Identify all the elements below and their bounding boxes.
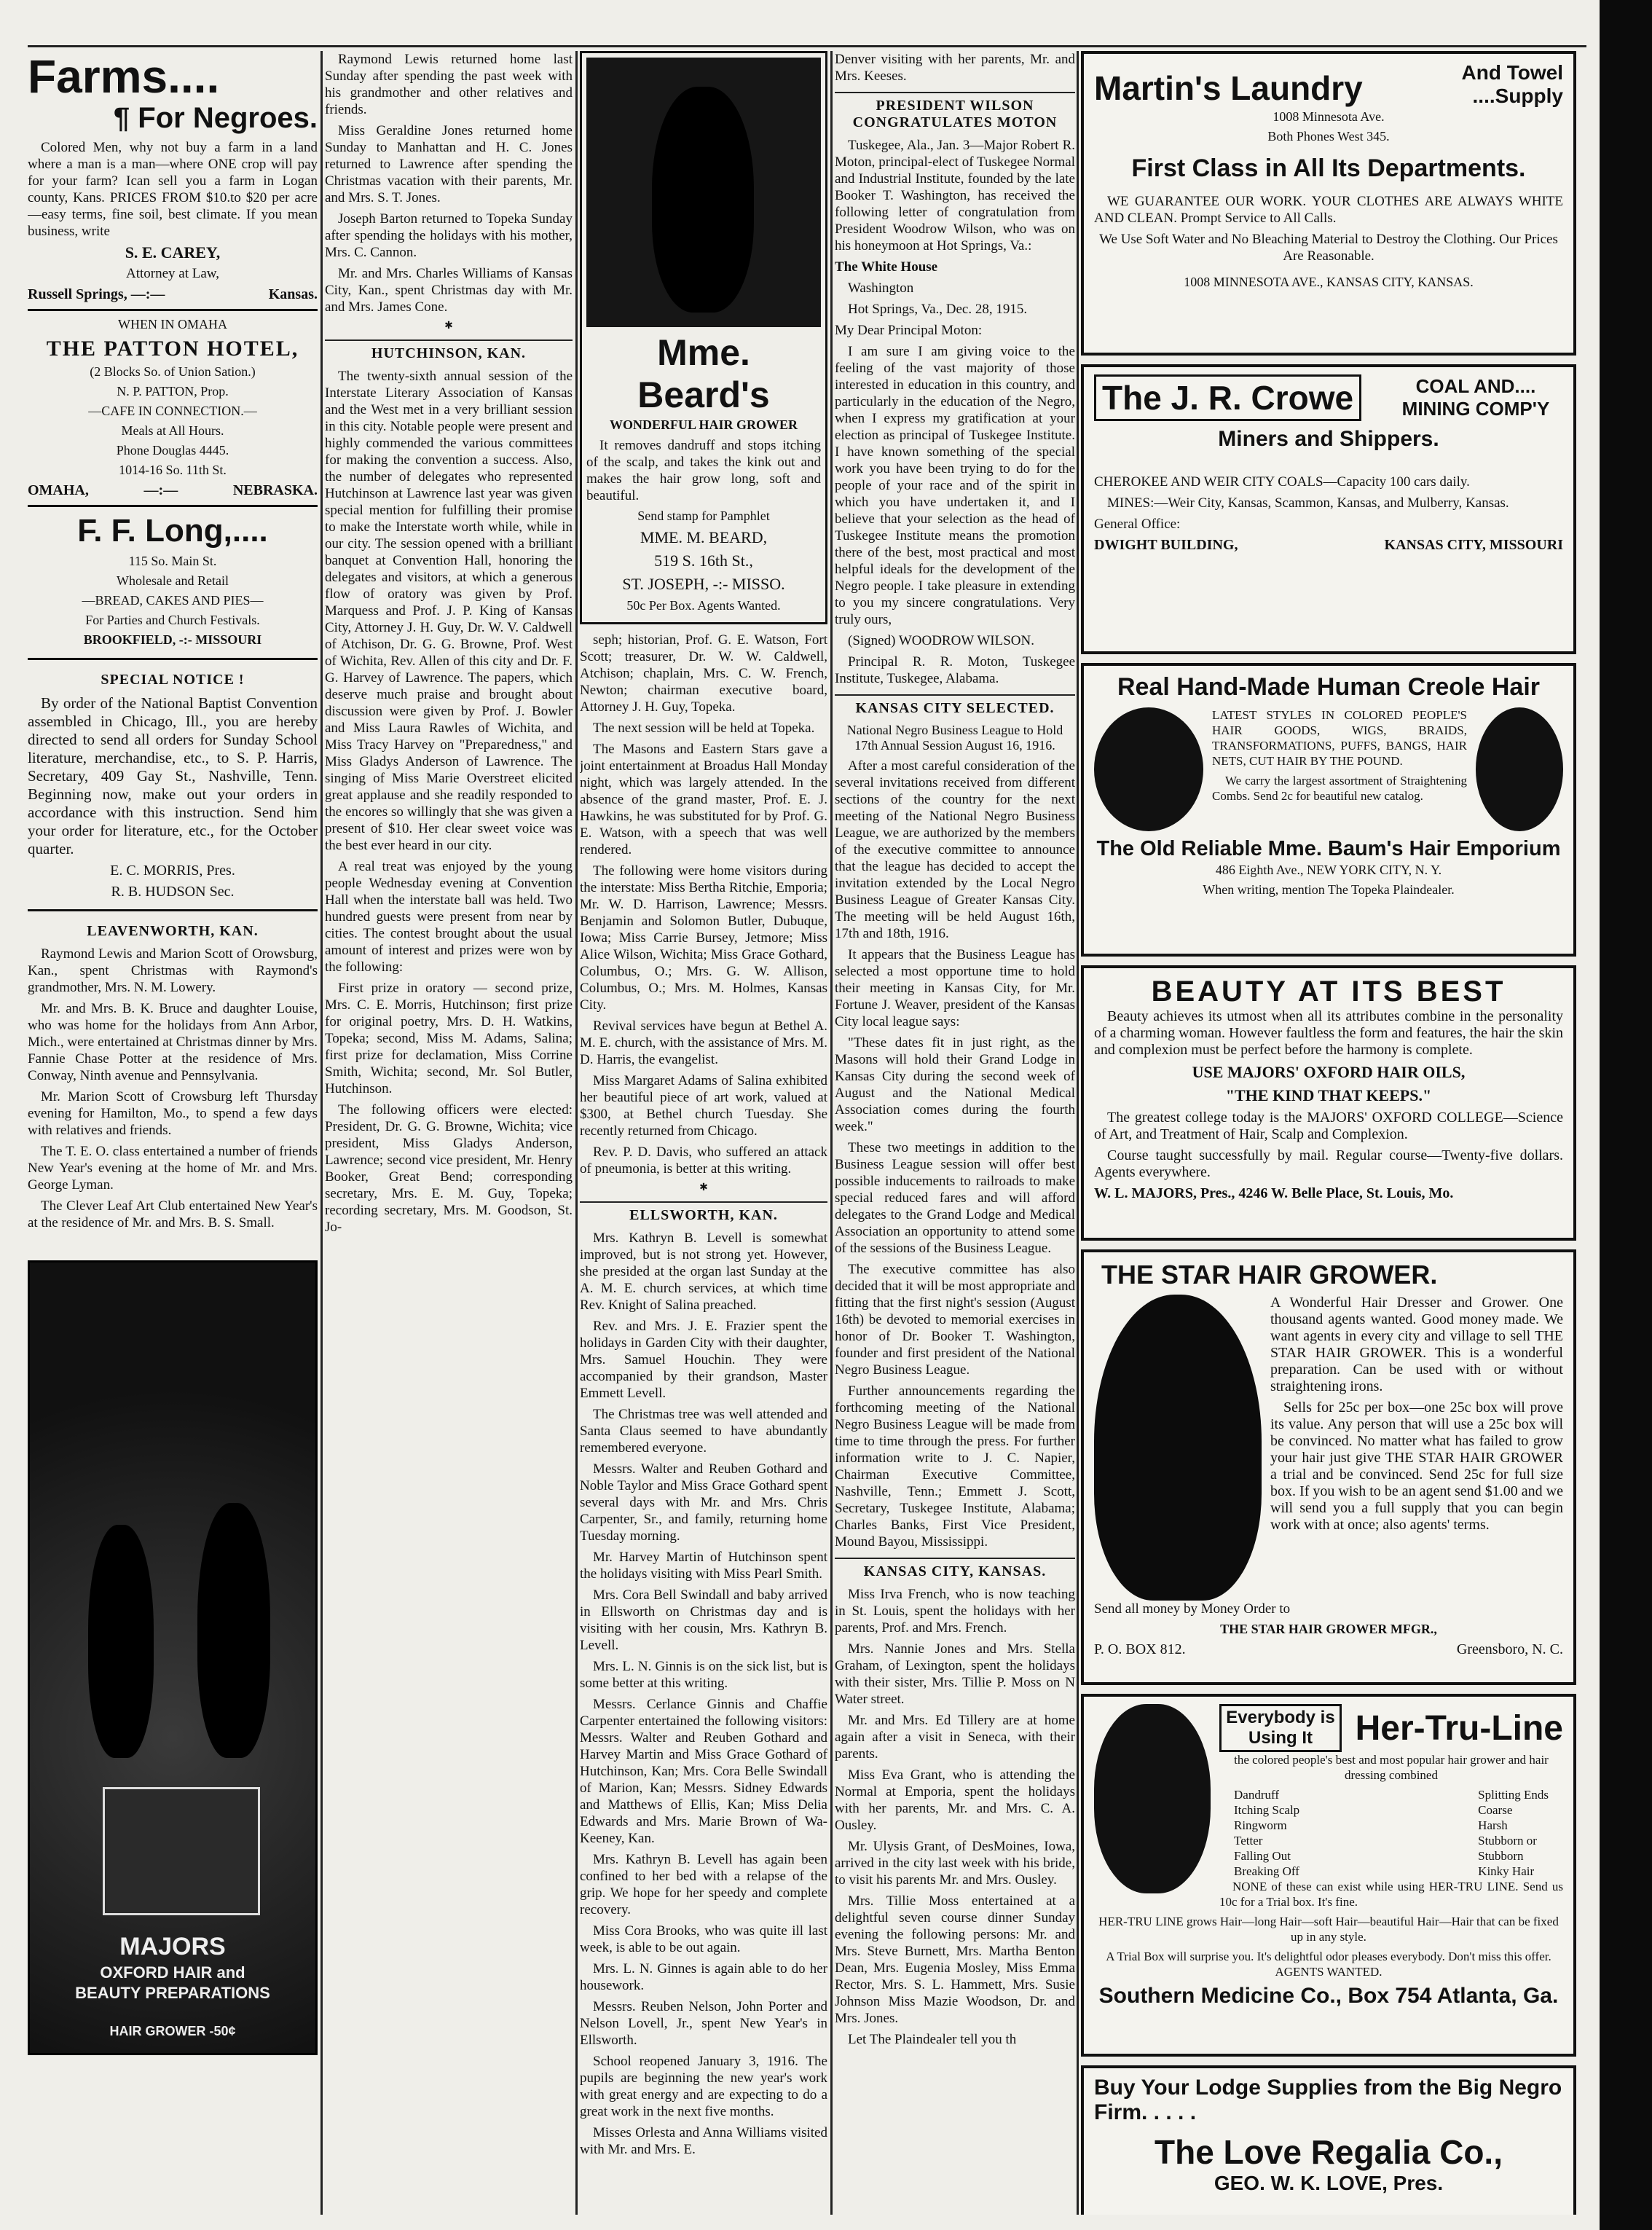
farms-place-left: Russell Springs, —:— bbox=[28, 286, 165, 302]
long-title: F. F. Long,.... bbox=[77, 513, 268, 549]
beard-portrait bbox=[586, 58, 821, 327]
figure-silhouette bbox=[88, 1525, 154, 1758]
column-3 bbox=[580, 51, 827, 2215]
beauty-line: "THE KIND THAT KEEPS." bbox=[1225, 1086, 1432, 1104]
creole-big: The Old Reliable Mme. Baum's Hair Emporium bbox=[1096, 837, 1561, 860]
news-paragraph: Miss Eva Grant, who is attending the Normal at Emporia, spent the holidays with her parents, Mr. and Mrs. C. A. Ousley. bbox=[835, 1767, 1075, 1833]
news-paragraph: A real treat was enjoyed by the young people Wednesday evening at Convention Hall when the interstate ball was held. Two hundred guests were present from near by cities. The contest brought about the usual amount of interest and prizes were won by the following: bbox=[325, 859, 573, 975]
patton-heading: WHEN IN OMAHA bbox=[118, 317, 227, 331]
hertru-sub: the colored people's best and most popular hair grower and hair dressing combined bbox=[1234, 1753, 1549, 1782]
news-paragraph: Joseph Barton returned to Topeka Sunday after spending the holidays with his mother, Mrs. C. Cannon. bbox=[325, 211, 573, 260]
star-silhouette-image bbox=[1094, 1295, 1262, 1601]
section-title: KANSAS CITY, KANSAS. bbox=[835, 1558, 1075, 1580]
section-title: PRESIDENT WILSON CONGRATULATES MOTON bbox=[835, 92, 1075, 131]
news-paragraph: Mrs. Cora Bell Swindall and baby arrived in Ellsworth on Christmas day and is visiting with her cousin, Mrs. Kathryn B. Levell. bbox=[580, 1587, 827, 1653]
crowe-line: MINES:—Weir City, Kansas, Scammon, Kansas, and Mulberry, Kansas. bbox=[1107, 495, 1509, 511]
news-paragraph: The executive committee has also decided that it will be most appropriate and fitting that the first night's session (August 16th) be devoted to memorial exercises in honor of Dr. Booker T. Washington, founder and first president of the National Negro Business League. bbox=[835, 1262, 1075, 1378]
news-paragraph: The Clever Leaf Art Club entertained New Year's at the residence of Mr. and Mrs. B. S. Small. bbox=[28, 1198, 318, 1230]
patton-ad bbox=[28, 317, 318, 507]
top-rule bbox=[28, 45, 1586, 47]
letter-line: Washington bbox=[848, 280, 914, 296]
hertru-list-item: Dandruff bbox=[1234, 1788, 1279, 1802]
news-paragraph: Messrs. Reuben Nelson, John Porter and Nelson Lovell, Jr., spent New Year's in Ellsworth. bbox=[580, 1999, 827, 2048]
separator: ✱ bbox=[699, 1182, 708, 1193]
hertru-small: Everybody is Using It bbox=[1219, 1704, 1342, 1752]
hertru-list-item: Kinky Hair bbox=[1478, 1864, 1535, 1878]
farms-place-right: Kansas. bbox=[268, 286, 318, 302]
hertru-list-item: Coarse bbox=[1478, 1803, 1513, 1817]
crowe-line: DWIGHT BUILDING, bbox=[1094, 537, 1238, 553]
news-paragraph: Mr. and Mrs. Charles Williams of Kansas City, Kan., spent Christmas day with Mr. and Mrs. James Cone. bbox=[325, 266, 573, 315]
hertru-list-item: Splitting Ends bbox=[1478, 1788, 1549, 1802]
letter-line: Hot Springs, Va., Dec. 28, 1915. bbox=[848, 302, 1028, 317]
notice-body: By order of the National Baptist Convention assembled in Chicago, Ill., you are hereby directed to send all orders for Sunday School literature, merchandise, etc., to S. P. Harris, Secretary, 409 Gay St., Nashville, Tenn. Beginning now, make out your orders in accordance with this instruction. Send him your order for literature, etc., for the October quarter. bbox=[28, 694, 318, 857]
beard-subtitle: WONDERFUL HAIR GROWER bbox=[609, 417, 798, 432]
hair-portrait-image bbox=[1094, 707, 1203, 831]
star-line: THE STAR HAIR GROWER MFGR., bbox=[1220, 1622, 1437, 1636]
beard-body: It removes dandruff and stops itching of the scalp, and takes the kink out and makes the hair grow long, soft and beautiful. bbox=[586, 438, 821, 503]
patton-line: N. P. PATTON, Prop. bbox=[117, 384, 229, 399]
news-paragraph: Miss Geraldine Jones returned home Sunday to Manhattan and H. C. Jones returned to Lawrence after spending the Christmas vacation with their parents, Mr. and Mrs. S. T. Jones. bbox=[325, 123, 573, 205]
news-paragraph: The following were home visitors during the interstate: Miss Bertha Ritchie, Emporia; Mr. W. D. Harrison, Lawrence; Messrs. Benjamin and Solomon Butler, Dubuque, Iowa; Miss Carrie Bursey, Jetmore; Miss Alice Wilson, Wichita; Miss Grace Gothard, Columbus, O.; Mrs. G. W. Allison, Columbus, O.; Mrs. M. Holmes, Kansas City. bbox=[580, 863, 827, 1013]
news-paragraph: The twenty-sixth annual session of the Interstate Literary Association of Kansas and the West met in a very brilliant session in this city. Notable people were present and highly commended the various committees for making the convention a success. Also, the number of delegates who represented Hutchinson at Lawrence last year was given special mention for fulfilling their promise to make the Interstate worth while, while in our city. The session opened with a brilliant banquet at Convention Hall, honoring the delegates and visitors, at which a generous flow of oratory was given by Prof. Marquess and Prof. J. P. King of Kansas City, Attorney J. H. Guy, Dr. W. V. Caldwell of Atchison, Dr. G. G. Browne, Prof. West of Wichita, Rev. Allen of this city and Dr. F. G. Harvey of Lawrence. The papers, which deserve much praise and brought about discussion were given by Prof. J. Bowler and Miss Laura Rawles of Wichita, and Miss Tracy Harvey on "Preparedness," and Miss Gladys Anderson of Lawrence. The singing of Miss Marie Overstreet elicited great applause and she readily responded to the encores so willingly that she was given a present of $10. Her clear sweet voice was the best ever heard in our city. bbox=[325, 369, 573, 853]
regalia-title: The Love Regalia Co., bbox=[1155, 2133, 1503, 2171]
majors-line: OXFORD HAIR and bbox=[100, 1963, 245, 1982]
hertru-left-list bbox=[1234, 1787, 1299, 1879]
star-line: Greensboro, N. C. bbox=[1456, 1641, 1563, 1657]
news-paragraph: Revival services have begun at Bethel A. M. E. church, with the assistance of Mrs. M. D. Harris, the evangelist. bbox=[580, 1018, 827, 1067]
star-hair-ad bbox=[1081, 1249, 1576, 1685]
hertru-portrait-image bbox=[1094, 1704, 1211, 1893]
letter-line: The White House bbox=[835, 259, 938, 275]
majors-line: HAIR GROWER -50¢ bbox=[109, 2024, 236, 2038]
leavenworth-news bbox=[28, 919, 318, 1231]
creole-title: Real Hand-Made Human Creole Hair bbox=[1117, 673, 1541, 701]
news-paragraph: seph; historian, Prof. G. E. Watson, Fort Scott; treasurer, Dr. W. W. Caldwell, Atchison; chaplain, Mrs. C. W. French, Newton; chairman executive board, Attorney J. H. Guy, Topeka. bbox=[580, 632, 827, 715]
separator: ✱ bbox=[444, 321, 453, 331]
column-1 bbox=[28, 51, 318, 2215]
beard-title: Mme. Beard's bbox=[637, 332, 770, 415]
section-title: LEAVENWORTH, KAN. bbox=[87, 923, 259, 939]
hertru-list-item: Itching Scalp bbox=[1234, 1803, 1300, 1817]
news-paragraph: Rev. P. D. Davis, who suffered an attack of pneumonia, is better at this writing. bbox=[580, 1145, 827, 1177]
star-line: Send all money by Money Order to bbox=[1094, 1601, 1291, 1617]
hertru-body: HER-TRU LINE grows Hair—long Hair—soft Hair—beautiful Hair—Hair that can be fixed up in any style. bbox=[1098, 1915, 1559, 1944]
news-paragraph: Miss Margaret Adams of Salina exhibited her beautiful piece of art work, valued at $300, at Bethel church Tuesday. She recently returned from Chicago. bbox=[580, 1073, 827, 1139]
martin-line: We Use Soft Water and No Bleaching Material to Destroy the Clothing. Our Prices Are Reasonable. bbox=[1099, 232, 1558, 264]
martin-laundry-ad bbox=[1081, 51, 1576, 356]
letter-signature: Principal R. R. Moton, Tuskegee Institute, Tuskegee, Alabama. bbox=[835, 654, 1075, 686]
news-paragraph: Mrs. Nannie Jones and Mrs. Stella Graham, of Lexington, spent the holidays with their sister, Mrs. Tillie P. Moss on N Water street. bbox=[835, 1641, 1075, 1707]
news-paragraph: Mrs. Tillie Moss entertained at a delightful seven course dinner Sunday evening the following persons: Mr. and Mrs. Steve Burnett, Mrs. Martha Benton Dean, Mrs. Eugenia Mosley, Miss Emma Rector, Mrs. S. L. Hammett, Mrs. Susie Johnson Miss Mazie Woodson, Dr. and Mrs. Jones. bbox=[835, 1893, 1075, 2026]
crowe-line: General Office: bbox=[1094, 517, 1181, 532]
creole-body: We carry the largest assortment of Straightening Combs. Send 2c for beautiful new catalog. bbox=[1212, 774, 1467, 803]
martin-line: WE GUARANTEE OUR WORK. YOUR CLOTHES ARE ALWAYS WHITE AND CLEAN. Prompt Service to All Calls. bbox=[1094, 194, 1563, 226]
patton-line: Meals at All Hours. bbox=[121, 423, 224, 438]
crowe-line: KANSAS CITY, MISSOURI bbox=[1384, 537, 1563, 553]
news-paragraph: Rev. and Mrs. J. E. Frazier spent the holidays in Garden City with their daughter, Mrs. Samuel Houchin. They were accompanied by their grandson, Master Emmett Levell. bbox=[580, 1319, 827, 1401]
column-rule bbox=[1077, 51, 1079, 2215]
beard-ad bbox=[580, 51, 827, 624]
beauty-ad bbox=[1081, 965, 1576, 1241]
news-paragraph: Miss Cora Brooks, who was quite ill last week, is able to be out again. bbox=[580, 1923, 827, 1955]
long-ad bbox=[28, 513, 318, 660]
news-paragraph: The next session will be held at Topeka. bbox=[593, 721, 815, 736]
farms-ad bbox=[28, 51, 318, 311]
hertru-list-item: Falling Out bbox=[1234, 1849, 1291, 1863]
crowe-title-right: COAL AND.... MINING COMP'Y bbox=[1401, 375, 1550, 420]
letter-signature: (Signed) WOODROW WILSON. bbox=[848, 633, 1034, 648]
hertru-list-item: Harsh bbox=[1478, 1818, 1508, 1832]
crowe-title: The J. R. Crowe bbox=[1094, 374, 1361, 421]
news-paragraph: Mr. and Mrs. B. K. Bruce and daughter Louise, who was home for the holidays from Ann Arbor, Mich., were entertained at Christmas dinner by Mrs. Fannie Chase Potter at the residence of Mrs. Conway, Ninth avenue and Pennsylvania. bbox=[28, 1001, 318, 1083]
hair-portrait-image bbox=[1476, 707, 1563, 831]
beauty-line: USE MAJORS' OXFORD HAIR OILS, bbox=[1192, 1063, 1466, 1081]
news-paragraph: Mrs. Kathryn B. Levell has again been confined to her bed with a relapse of the grip. We hope for her speedy and complete recovery. bbox=[580, 1852, 827, 1917]
hertru-list-item: Stubborn bbox=[1478, 1849, 1524, 1863]
news-paragraph: The Masons and Eastern Stars gave a joint entertainment at Broadus Hall Monday night, which was largely attended. In the absence of the grand master, Prof. E. J. Hawkins, he was substituted for by Prof. G. E. Watson, with a speech that was well rendered. bbox=[580, 742, 827, 857]
beauty-body: Beauty achieves its utmost when all its attributes combine in the personality of a charming woman. However faultless the form and features, the hair the skin and complexion must be perfect before the harmony is complete. bbox=[1094, 1008, 1563, 1058]
beauty-body: The greatest college today is the MAJORS' OXFORD COLLEGE—Science of Art, and Treatment of Hair, Scalp and Complexion. bbox=[1094, 1110, 1563, 1142]
news-paragraph: Mrs. Kathryn B. Levell is somewhat improved, but is not strong yet. However, she presided at the organ last Sunday at the A. M. E. church services, at which time Rev. Knight of Salina preached. bbox=[580, 1230, 827, 1313]
figure-silhouette bbox=[197, 1503, 270, 1758]
patton-line: —CAFE IN CONNECTION.— bbox=[88, 404, 257, 418]
martin-line: Both Phones West 345. bbox=[1267, 129, 1390, 144]
news-paragraph: Denver visiting with her parents, Mr. and Mrs. Keeses. bbox=[835, 52, 1075, 84]
news-paragraph: Raymond Lewis and Marion Scott of Orowsburg, Kan., spent Christmas with Raymond's grandmother, Mrs. N. M. Lowery. bbox=[28, 946, 318, 995]
farms-title: Farms.... bbox=[28, 51, 220, 103]
hertru-list-item: Stubborn or bbox=[1478, 1834, 1537, 1848]
long-line: 115 So. Main St. bbox=[128, 554, 217, 568]
patton-city-sep: —:— bbox=[143, 482, 178, 498]
news-paragraph: Messrs. Cerlance Ginnis and Chaffie Carpenter entertained the following visitors: Messrs. Walter and Reuben Gothard and Harvey Martin and Miss Grace Gothard of Hutchinson, Kan; Mrs. Cora Belle Swindall of Marion, Kan; Messrs. Sidney Edwards and Matthews of Ellis, Kan; Miss Delia Edwards and Mrs. Marie Brown of Wa-Keeney, Kan. bbox=[580, 1697, 827, 1846]
news-paragraph: Mr. and Mrs. Ed Tillery are at home again after a visit in Seneca, with their parents. bbox=[835, 1713, 1075, 1762]
majors-line: BEAUTY PREPARATIONS bbox=[75, 1984, 270, 2002]
patton-line: Phone Douglas 4445. bbox=[116, 443, 229, 458]
hertru-right-list bbox=[1478, 1787, 1549, 1879]
farms-name: S. E. CAREY, bbox=[125, 243, 221, 262]
news-paragraph: Mrs. L. N. Ginnis is on the sick list, but is some better at this writing. bbox=[580, 1659, 827, 1691]
news-paragraph: Mr. Marion Scott of Crowsburg left Thursday evening for Hamilton, Mo., to spend a few days with relatives and friends. bbox=[28, 1089, 318, 1138]
news-paragraph: Mr. Ulysis Grant, of DesMoines, Iowa, arrived in the city last week with his bride, to visit his parents Mr. and Mrs. Ousley. bbox=[835, 1839, 1075, 1888]
news-paragraph: Messrs. Walter and Reuben Gothard and Noble Taylor and Miss Grace Gothard spent several days with Mr. and Mrs. Chris Carpenter, Sr., and family, returning home Tuesday morning. bbox=[580, 1461, 827, 1544]
crowe-sub: Miners and Shippers. bbox=[1218, 427, 1439, 451]
beard-line: 50c Per Box. Agents Wanted. bbox=[626, 598, 781, 613]
long-line: For Parties and Church Festivals. bbox=[85, 613, 260, 627]
majors-title: MAJORS bbox=[119, 1933, 226, 1960]
farms-role: Attorney at Law, bbox=[125, 266, 220, 281]
news-paragraph: Further announcements regarding the forthcoming meeting of the National Negro Business League will be made from time to time through the press. For further information write to J. C. Napier, Chairman Executive Committee, Nashville, Tenn.; Emmett J. Scott, Secretary, Tuskegee Institute, Alabama; Charles Banks, First Vice President, Mound Bayou, Mississippi. bbox=[835, 1383, 1075, 1550]
beard-line: MME. M. BEARD, bbox=[640, 528, 768, 546]
product-box-image bbox=[103, 1787, 260, 1915]
column-rule bbox=[320, 51, 323, 2215]
regalia-sub: GEO. W. K. LOVE, Pres. bbox=[1214, 2172, 1444, 2194]
hertru-body: NONE of these can exist while using HER-TRU LINE. Send us 10c for a Trial box. It's fine. bbox=[1219, 1880, 1563, 1909]
star-body: A Wonderful Hair Dresser and Grower. One thousand agents wanted. Good money made. We want agents in every city and village to sell THE STAR HAIR GROWER. This is a wonderful preparation. Can be used with or without straightening irons. bbox=[1270, 1295, 1563, 1394]
notice-sig: E. C. MORRIS, Pres. bbox=[110, 863, 235, 879]
news-paragraph: These two meetings in addition to the Business League session will offer best possible inducements to railroads to make special reduced fares and will afford delegates to the Grand Lodge and Medical Association an opportunity to attend some of the sessions of the Business League. bbox=[835, 1140, 1075, 1256]
news-paragraph: I am sure I am giving voice to the feeling of the vast majority of those interested in education in this country, and particularly in the education of the Negro, when I express my gratification at your election as principal of Tuskegee Institute. I have known something of the special work you have been trying to do for the people of your race and of the spirit in which you have undertaken it, and I believe that your selection as the head of Tuskegee Institute means the promotion there of the best, most practical and most helpful ideals for the development of the Negro people. I take pleasure in extending to you my sincere congratulations. Very truly ours, bbox=[835, 344, 1075, 627]
news-paragraph: School reopened January 3, 1916. The pupils are beginning the new year's work with great energy and are expecting to do a great work in the next five months. bbox=[580, 2054, 827, 2119]
news-paragraph: The Christmas tree was well attended and Santa Claus seemed to have abundantly remembered everyone. bbox=[580, 1407, 827, 1456]
news-paragraph: After a most careful consideration of the several invitations received from different sections of the country for the next meeting of the National Negro Business League, we are authorized by the members of the executive committee to announce that the league has decided to accept the invitation extended by the Local Negro Business League of Greater Kansas City. The meeting will be held August 16th, 17th and 18th, 1916. bbox=[835, 758, 1075, 941]
section-title: KANSAS CITY SELECTED. bbox=[835, 694, 1075, 717]
section-title: HUTCHINSON, KAN. bbox=[325, 339, 573, 362]
martin-line: 1008 Minnesota Ave. bbox=[1273, 109, 1385, 124]
beard-line: 519 S. 16th St., bbox=[654, 551, 753, 570]
section-title: ELLSWORTH, KAN. bbox=[580, 1201, 827, 1224]
beauty-body: Course taught successfully by mail. Regular course—Twenty-five dollars. Agents everywhere. bbox=[1094, 1147, 1563, 1180]
hertru-title: Her-Tru-Line bbox=[1355, 1708, 1563, 1748]
beard-line: ST. JOSEPH, -:- MISSO. bbox=[622, 575, 785, 593]
patton-title: THE PATTON HOTEL, bbox=[46, 337, 299, 361]
star-line: P. O. BOX 812. bbox=[1094, 1641, 1186, 1657]
letter-line: My Dear Principal Moton: bbox=[835, 323, 983, 338]
martin-title: Martin's Laundry bbox=[1094, 69, 1363, 107]
news-paragraph: Misses Orlesta and Anna Williams visited with Mr. and Mrs. E. bbox=[580, 2125, 827, 2157]
creole-line: When writing, mention The Topeka Plaindealer. bbox=[1203, 882, 1455, 897]
notice-sig: R. B. HUDSON Sec. bbox=[111, 884, 235, 900]
notice-title: SPECIAL NOTICE ! bbox=[101, 672, 245, 688]
patton-city: OMAHA, bbox=[28, 482, 89, 498]
patton-line: 1014-16 So. 11th St. bbox=[119, 463, 227, 477]
column-5-ads bbox=[1081, 51, 1576, 2215]
regalia-line: Buy Your Lodge Supplies from the Big Negro Firm. . . . . bbox=[1094, 2076, 1562, 2124]
hertru-body: A Trial Box will surprise you. It's delightful odor pleases everybody. Don't miss this offer. AGENTS WANTED. bbox=[1106, 1950, 1551, 1979]
martin-title-right: And Towel ....Supply bbox=[1461, 61, 1563, 107]
hertru-list-item: Breaking Off bbox=[1234, 1864, 1299, 1878]
martin-line: 1008 MINNESOTA AVE., KANSAS CITY, KANSAS. bbox=[1184, 275, 1474, 289]
column-rule bbox=[575, 51, 578, 2215]
farms-subtitle: ¶ For Negroes. bbox=[113, 102, 318, 134]
news-paragraph: Raymond Lewis returned home last Sunday after spending the past week with his grandmother and other relatives and friends. bbox=[325, 52, 573, 117]
news-paragraph: "These dates fit in just right, as the Masons will hold their Grand Lodge in Kansas City during the second week of August and the National Medical Association comes during the fourth week." bbox=[835, 1035, 1075, 1134]
news-paragraph: Let The Plaindealer tell you th bbox=[848, 2032, 1017, 2047]
regalia-ad bbox=[1081, 2065, 1576, 2215]
beauty-title: BEAUTY AT ITS BEST bbox=[1151, 975, 1506, 1008]
news-paragraph: First prize in oratory — second prize, Mrs. C. E. Morris, Hutchinson; first prize for original poetry, Mrs. D. H. Watkins, Topeka; second, Miss M. Adams, Salina; first prize for declamation, Miss Corrine Smith, Wichita; second, Mr. Sol Butler, Hutchinson. bbox=[325, 981, 573, 1096]
farms-body: Colored Men, why not buy a farm in a land where a man is a man—where ONE crop will pay for your farm? Ican sell you a farm in Logan county, Kans. PRICES FROM $10.to $20 per acre—easy terms, fine soil, best climate. If you mean business, write bbox=[28, 140, 318, 239]
creole-line: 486 Eighth Ave., NEW YORK CITY, N. Y. bbox=[1215, 863, 1442, 877]
column-rule bbox=[830, 51, 833, 2215]
news-paragraph: Miss Irva French, who is now teaching in St. Louis, spent the holidays with her parents, Prof. and Mrs. French. bbox=[835, 1587, 1075, 1636]
creole-body: LATEST STYLES IN COLORED PEOPLE'S HAIR GOODS, WIGS, BRAIDS, TRANSFORMATIONS, PUFFS, BANGS, HAIR NETS, CUT HAIR BY THE POUND. bbox=[1212, 708, 1467, 768]
beauty-sig: W. L. MAJORS, Pres., 4246 W. Belle Place, St. Louis, Mo. bbox=[1094, 1185, 1454, 1201]
hertru-footer: Southern Medicine Co., Box 754 Atlanta, Ga. bbox=[1098, 1984, 1559, 2008]
long-line: BROOKFIELD, -:- MISSOURI bbox=[83, 632, 262, 647]
section-subtitle: National Negro Business League to Hold 17th Annual Session August 16, 1916. bbox=[846, 723, 1063, 753]
column-4 bbox=[835, 51, 1075, 2215]
news-paragraph: It appears that the Business League has selected a most opportune time to hold their meeting in Kansas City, for Mr. Fortune J. Weaver, president of the Kansas City local league says: bbox=[835, 947, 1075, 1029]
news-paragraph: Mr. Harvey Martin of Hutchinson spent the holidays visiting with Miss Pearl Smith. bbox=[580, 1550, 827, 1582]
long-line: —BREAD, CAKES AND PIES— bbox=[82, 593, 264, 608]
majors-photo-ad bbox=[28, 1260, 318, 2055]
crowe-coal-ad bbox=[1081, 364, 1576, 654]
news-paragraph: Mrs. L. N. Ginnes is again able to do her housework. bbox=[580, 1961, 827, 1993]
hertru-list-item: Tetter bbox=[1234, 1834, 1263, 1848]
crowe-line: CHEROKEE AND WEIR CITY COALS—Capacity 100 cars daily. bbox=[1094, 474, 1470, 490]
news-paragraph: The T. E. O. class entertained a number of friends New Year's evening at the home of Mr. and Mrs. George Lyman. bbox=[28, 1144, 318, 1193]
scan-edge bbox=[1600, 0, 1652, 2230]
beard-line: Send stamp for Pamphlet bbox=[637, 509, 770, 523]
star-body: Sells for 25c per box—one 25c box will prove its value. Any person that will use a 25c box will be convinced. No matter what has failed to grow your hair just give THE STAR HAIR GROWER a trial and be convinced. Send 25c for full size box. If you wish to be an agent send $1.00 and we will send you a full supply that you can begin work with at once; also agents' terms. bbox=[1270, 1399, 1563, 1533]
patton-state: NEBRASKA. bbox=[232, 482, 318, 498]
star-title: THE STAR HAIR GROWER. bbox=[1101, 1260, 1438, 1289]
long-line: Wholesale and Retail bbox=[117, 573, 229, 588]
hertru-ad bbox=[1081, 1694, 1576, 2057]
news-paragraph: Tuskegee, Ala., Jan. 3—Major Robert R. Moton, principal-elect of Tuskegee Normal and Industrial Institute, founded by the late Booker T. Washington, has received the following letter of congratulation from President Woodrow Wilson, who was on his honeymoon at Hot Springs, Va.: bbox=[835, 138, 1075, 254]
column-2 bbox=[325, 51, 573, 2215]
patton-line: (2 Blocks So. of Union Sation.) bbox=[90, 364, 256, 379]
hertru-list-item: Ringworm bbox=[1234, 1818, 1287, 1832]
martin-big: First Class in All Its Departments. bbox=[1131, 154, 1526, 182]
news-paragraph: The following officers were elected: President, Dr. G. G. Browne, Wichita; vice president, Miss Gladys Anderson, Lawrence; second vice president, Mr. Henry Booker, Great Bend; corresponding secretary, Mrs. E. M. Guy, Topeka; recording secretary, Mrs. M. Goodson, St. Jo- bbox=[325, 1102, 573, 1235]
creole-hair-ad bbox=[1081, 663, 1576, 957]
special-notice bbox=[28, 667, 318, 911]
